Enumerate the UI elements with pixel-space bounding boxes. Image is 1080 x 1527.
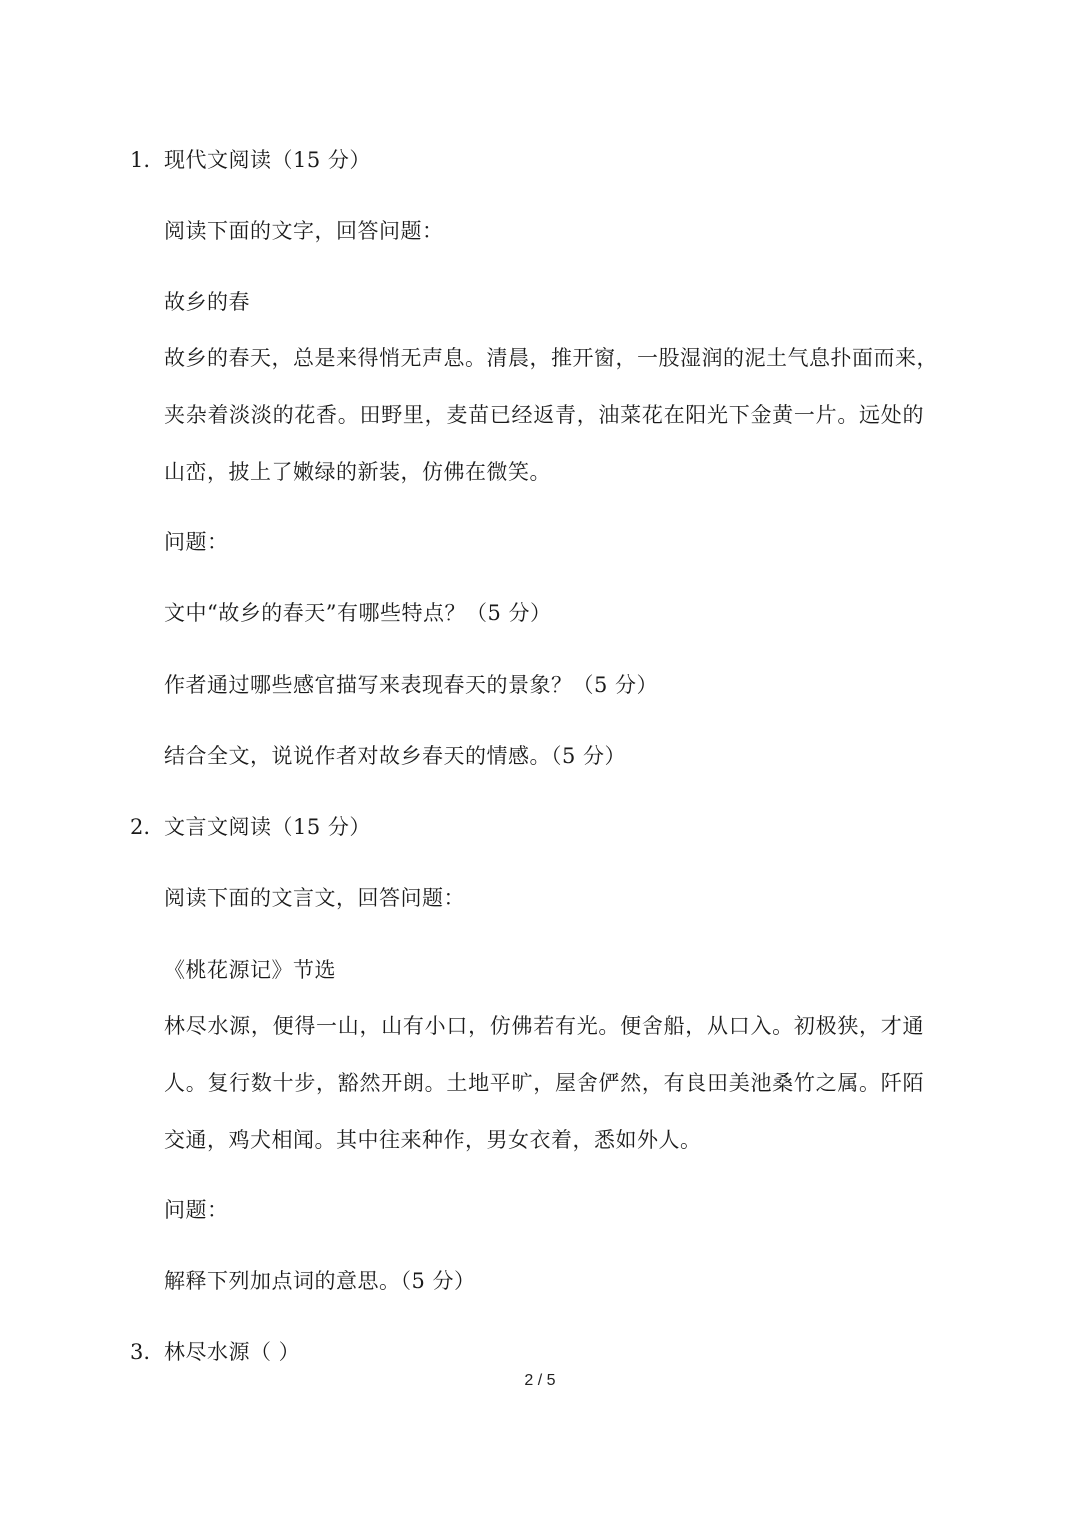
section-2-passage-line: 交通，鸡犬相闻。其中往来种作，男女衣着，悉如外人。	[164, 1128, 702, 1152]
section-1-passage-line: 夹杂着淡淡的花香。田野里，麦苗已经返青，油菜花在阳光下金黄一片。远处的	[164, 403, 924, 427]
section-1-questions-label: 问题：	[164, 530, 229, 554]
section-1-question: 作者通过哪些感官描写来表现春天的景象？（5 分）	[164, 673, 659, 697]
section-1-passage-line: 山峦，披上了嫩绿的新装，仿佛在微笑。	[164, 460, 551, 484]
section-1-heading: 现代文阅读（15 分）	[164, 148, 371, 172]
section-1-question: 结合全文，说说作者对故乡春天的情感。（5 分）	[164, 744, 627, 768]
section-1-instruction: 阅读下面的文字，回答问题：	[164, 219, 444, 243]
section-2-heading: 文言文阅读（15 分）	[164, 815, 371, 839]
section-2-questions-label: 问题：	[164, 1198, 229, 1222]
section-3-heading: 林尽水源（ ）	[164, 1340, 301, 1364]
section-1-question: 文中“故乡的春天”有哪些特点？（5 分）	[164, 601, 552, 625]
section-2-passage-title: 《桃花源记》节选	[164, 958, 336, 982]
section-2-passage-line: 林尽水源，便得一山，山有小口，仿佛若有光。便舍船，从口入。初极狭，才通	[164, 1014, 924, 1038]
section-1-number: 1.	[130, 148, 151, 172]
page-indicator: 2 / 5	[524, 1372, 556, 1389]
section-1-passage-title: 故乡的春	[164, 290, 250, 314]
section-2-question: 解释下列加点词的意思。（5 分）	[164, 1269, 476, 1293]
section-2-instruction: 阅读下面的文言文，回答问题：	[164, 886, 465, 910]
section-2-number: 2.	[130, 815, 151, 839]
section-1-passage-line: 故乡的春天，总是来得悄无声息。清晨，推开窗，一股湿润的泥土气息扑面而来，	[164, 346, 938, 370]
section-3-number: 3.	[130, 1340, 151, 1364]
section-2-passage-line: 人。复行数十步，豁然开朗。土地平旷，屋舍俨然，有良田美池桑竹之属。阡陌	[164, 1071, 924, 1095]
